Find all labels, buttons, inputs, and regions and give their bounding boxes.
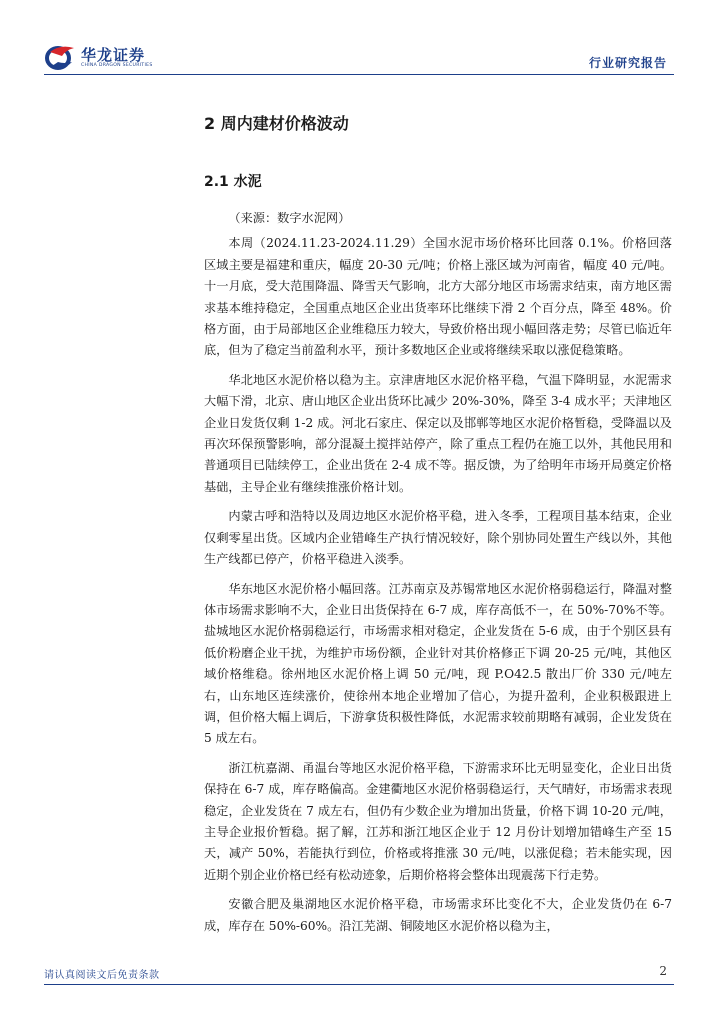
header-divider — [44, 74, 674, 75]
report-type-label: 行业研究报告 — [588, 56, 667, 70]
dragon-logo-icon — [44, 42, 78, 72]
page-header — [0, 0, 724, 80]
source-note: （来源：数字水泥网） — [228, 211, 351, 225]
main-content — [204, 112, 672, 945]
paragraph-zhejiang: 浙江杭嘉湖、甬温台等地区水泥价格平稳，下游需求环比无明显变化，企业日出货保持在 6-7 成，库存略偏高。金建衢地区水泥价格弱稳运行，天气晴好，市场需求表现稳定，企业发货在 7 成左右，但仍有少数企业为增加出货量，价格下调 10-20 元/吨，主导企业报价暂稳。据了解，江苏和浙江地区企业于 12 月份计划增加错峰生产至 15 天，减产 50%，若能执行到位，价格或将推涨 30 元/吨，以涨促稳；若未能实现，因近期个别企业价格已经有松动迹象，后期价格将会整体出现震荡下行走势。 — [204, 760, 672, 882]
footer-divider — [44, 984, 674, 985]
subsection-title: 2.1 水泥 — [204, 174, 262, 190]
logo-text-en: CHINA DRAGON SECURITIES — [81, 63, 153, 68]
section-title: 2 周内建材价格波动 — [204, 114, 349, 133]
paragraph-inner-mongolia: 内蒙古呼和浩特以及周边地区水泥价格平稳，进入冬季，工程项目基本结束，企业仅剩零星出货。区域内企业错峰生产执行情况较好，除个别协同处置生产线以外，其他生产线都已停产，价格平稳进入淡季。 — [204, 509, 672, 567]
paragraph-east-china: 华东地区水泥价格小幅回落。江苏南京及苏锡常地区水泥价格弱稳运行，降温对整体市场需求影响不大，企业日出货保持在 6-7 成，库存高低不一，在 50%-70%不等。盐城地区水泥价格弱稳运行，市场需求相对稳定，企业发货在 5-6 成，由于个别区县有低价粉磨企业干扰，为维护市场份额，企业针对其价格修正下调 20-25 元/吨，其他区域价格维稳。徐州地区水泥价格上调 50 元/吨，现 P.O42.5 散出厂价 330 元/吨左右，山东地区连续涨价，使徐州本地企业增加了信心，为提升盈利，企业积极跟进上调，但价格大幅上调后，下游拿货积极性降低，水泥需求较前期略有减弱，企业发货在 5 成左右。 — [204, 581, 672, 746]
disclaimer-note: 请认真阅读文后免责条款 — [44, 970, 160, 981]
paragraph-anhui: 安徽合肥及巢湖地区水泥价格平稳，市场需求环比变化不大，企业发货仍在 6-7 成，库存在 50%-60%。沿江芜湖、铜陵地区水泥价格以稳为主， — [204, 897, 672, 933]
logo-text-cn: 华龙证券 — [81, 46, 146, 64]
paragraph-national: 本周（2024.11.23-2024.11.29）全国水泥市场价格环比回落 0.1%。价格回落区域主要是福建和重庆，幅度 20-30 元/吨；价格上涨区域为河南省，幅度 40 元/吨。十一月底，受大范围降温、降雪天气影响，北方大部分地区市场需求结束，南方地区需求基本维持稳定，全国重点地区企业出货率环比继续下滑 2 个百分点，降至 48%。价格方面，由于局部地区企业维稳压力较大，导致价格出现小幅回落走势；尽管已临近年底，但为了稳定当前盈利水平，预计多数地区企业或将继续采取以涨促稳策略。 — [204, 236, 672, 358]
page-number: 2 — [659, 964, 667, 978]
paragraph-north-china: 华北地区水泥价格以稳为主。京津唐地区水泥价格平稳，气温下降明显，水泥需求大幅下滑，北京、唐山地区企业出货环比减少 20%-30%，降至 3-4 成水平；天津地区企业日发货仅剩 1-2 成。河北石家庄、保定以及邯郸等地区水泥价格暂稳，受降温以及再次环保预警影响，部分混凝土搅拌站停产，除了重点工程仍在施工以外，其他民用和普通项目已陆续停工，企业出货在 2-4 成不等。据反馈，为了给明年市场开局奠定价格基础，主导企业有继续推涨价格计划。 — [204, 372, 672, 494]
company-logo — [44, 42, 184, 76]
